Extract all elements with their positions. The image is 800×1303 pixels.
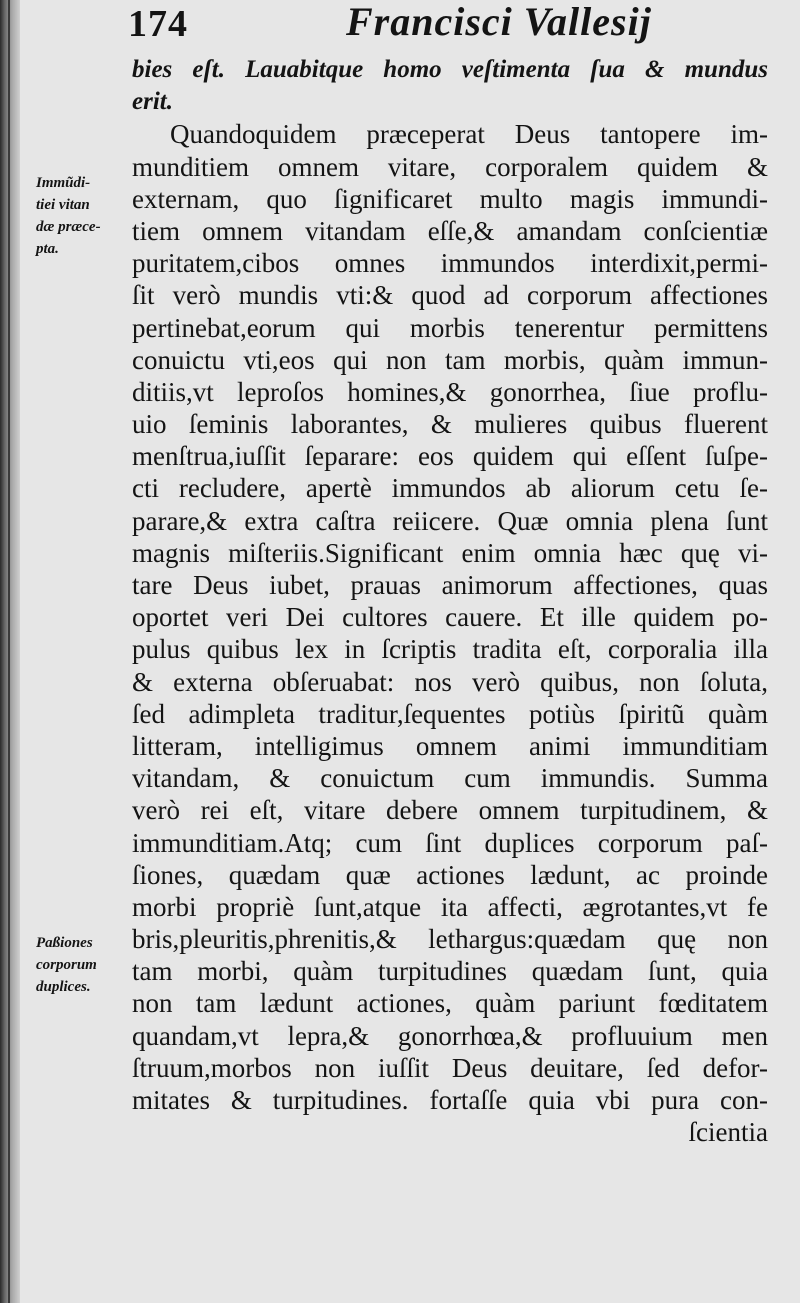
text-line: pertinebat,eorum qui morbis tenerentur permittens [132,312,768,343]
gutter-edge-line [8,0,10,1303]
text-line: ſtruum,morbos non iuſſit Deus deuitare, ſed defor- [132,1052,768,1083]
text-line: immunditiam.Atq; cum ſint duplices corporum paſ- [132,827,768,858]
text-line: cti recludere, apertè immundos ab aliorum cetu ſe- [132,473,768,504]
text-line: & externa obſeruabat: nos verò quibus, non ſoluta, [132,666,768,697]
text-line: non tam lædunt actiones, quàm pariunt fœditatem [132,988,768,1019]
text-line: uio ſeminis laborantes, & mulieres quibus fluerent [132,409,768,440]
text-line: morbi propriè ſunt,atque ita affecti, ægrotantes,vt fe [132,891,768,922]
text-line: vitandam, & conuictum cum immundis. Summa [132,763,768,794]
running-head: Francisci Vallesij [346,0,652,44]
margin-note-passiones [36,932,128,998]
body-text [132,54,768,1148]
margin-note-line: Immũdi- [36,175,91,191]
page-header [128,2,768,50]
text-line: conuictu vti,eos qui non tam morbis, quàm immun- [132,344,768,375]
text-line: bris,pleuritis,phrenitis,& lethargus:quædam quę non [132,924,768,955]
text-line: Quandoquidem præceperat Deus tantopere im- [170,119,768,150]
text-line: quandam,vt lepra,& gonorrhœa,& profluuium men [132,1020,768,1051]
text-line: tare Deus iubet, prauas animorum affectiones, quas [132,570,768,600]
text-line: oportet veri Dei cultores cauere. Et ille quidem po- [132,602,768,633]
catchword: ſcientia [688,1117,768,1148]
text-line: bies eſt. Lauabitque homo veſtimenta ſua & mundus [132,56,768,83]
text-line: ſiones, quædam quæ actiones lædunt, ac proinde [132,859,768,890]
text-line: munditiem omnem vitare, corporalem quidem & [132,151,768,182]
margin-note-line: dæ præce- [36,219,101,235]
text-line: ditiis,vt leproſos homines,& gonorrhea, ſiue proflu- [132,376,768,407]
binding-gutter [0,0,20,1303]
text-line: tam morbi, quàm turpitudines quædam ſunt, quia [132,956,768,987]
margin-note-immunditiei [36,172,128,260]
text-line: externam, quo ſignificaret multo magis immundi- [132,183,768,214]
text-line: magnis miſteriis.Significant enim omnia hæc quę vi- [132,537,768,568]
text-line: puritatem,cibos omnes immundos interdixit,permi- [132,248,768,279]
text-line: ſed adimpleta traditur,ſequentes potiùs ſpiritũ quàm [132,698,768,729]
text-line: tiem omnem vitandam eſſe,& amandam conſcientiæ [132,215,768,246]
text-line: litteram, intelligimus omnem animi immunditiam [132,730,768,761]
text-line: erit. [132,88,173,116]
text-line: menſtrua,iuſſit ſeparare: eos quidem qui eſſent ſuſpe- [132,441,768,472]
text-line: pulus quibus lex in ſcriptis tradita eſt, corporalia illa [132,634,768,665]
page-number: 174 [128,3,188,45]
text-line: parare,& extra caſtra reiicere. Quæ omnia plena ſunt [132,505,768,536]
margin-note-line: Paßiones [36,935,93,951]
margin-note-line: duplices. [36,979,91,995]
text-line: verò rei eſt, vitare debere omnem turpitudinem, & [132,795,768,826]
margin-note-line: pta. [36,241,59,257]
margin-note-line: corporum [36,957,97,973]
text-line: ſit verò mundis vti:& quod ad corporum affectiones [132,280,768,311]
margin-note-line: tiei vitan [36,197,90,213]
text-line: mitates & turpitudines. fortaſſe quia vbi pura con- [132,1085,768,1115]
